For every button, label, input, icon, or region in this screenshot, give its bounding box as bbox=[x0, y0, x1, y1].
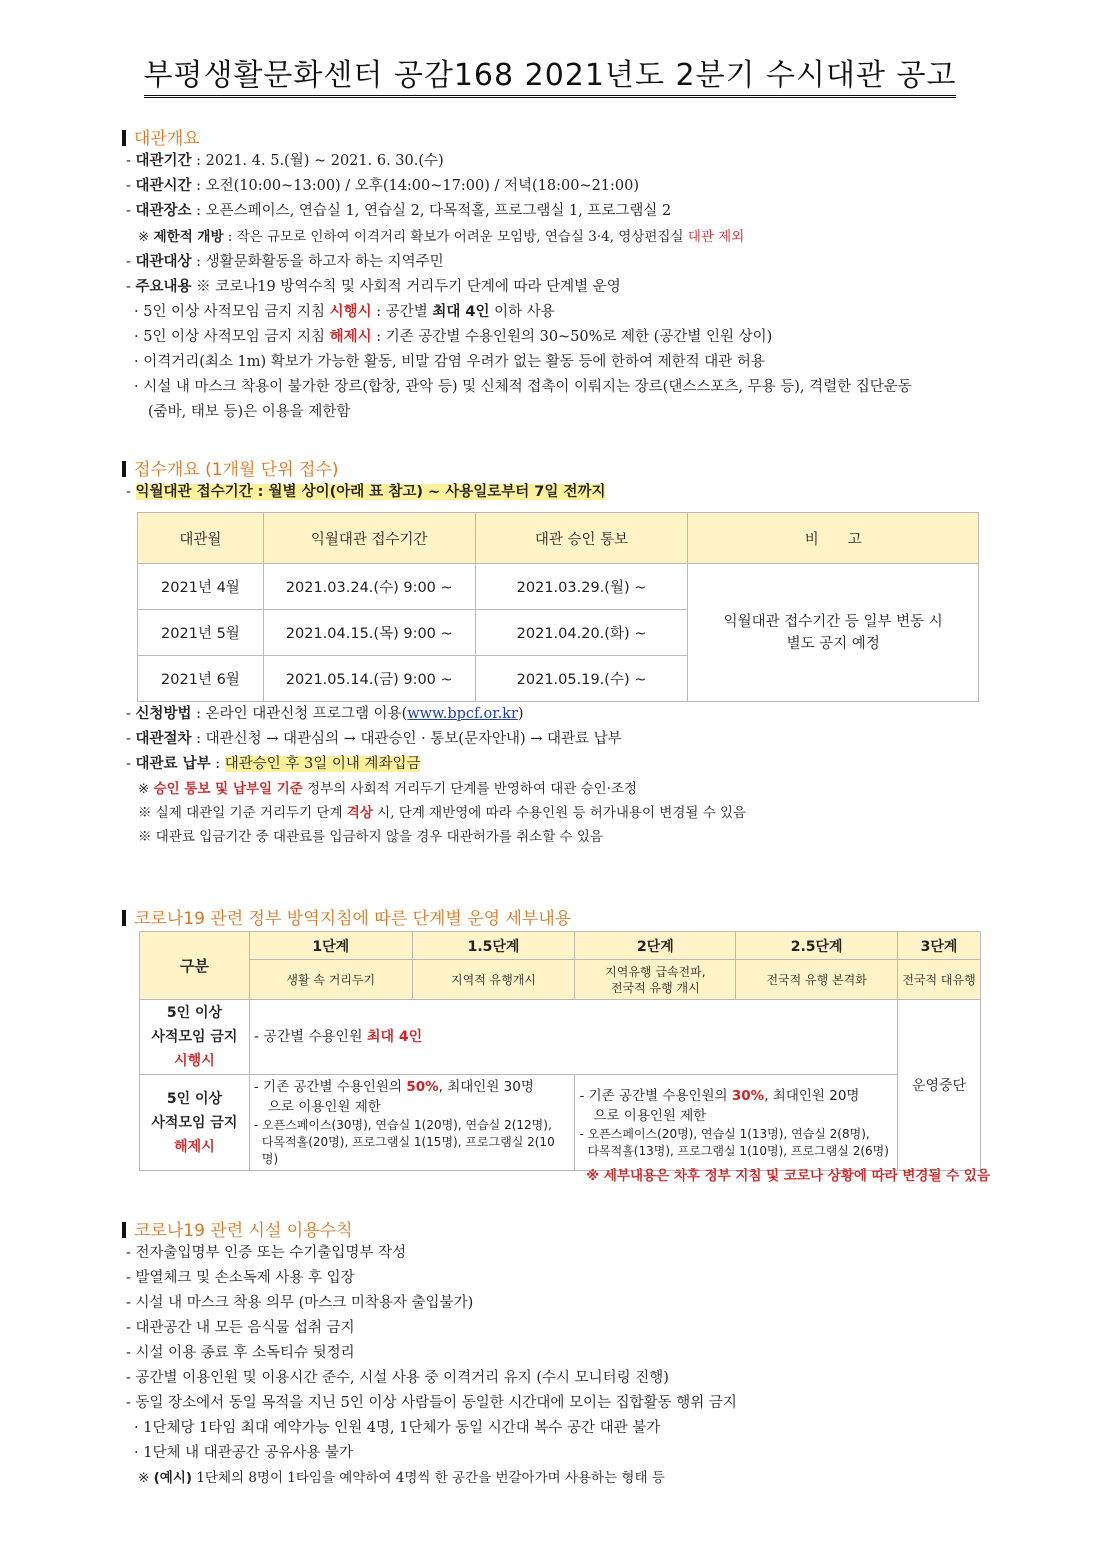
overview-target: - 대관대상 : 생활문화활동을 하고자 하는 지역주민 bbox=[126, 254, 444, 270]
stage-desc: 지역적 유행개시 bbox=[412, 960, 575, 1000]
overview-bullet-3: · 이격거리(최소 1m) 확보가 가능한 활동, 비말 감염 우려가 없는 활동 등에 한하여 제한적 대관 허용 bbox=[134, 354, 765, 370]
table-cell: 2021.05.19.(수) ~ bbox=[475, 656, 688, 702]
table-cell: 2021년 4월 bbox=[138, 564, 264, 610]
reception-note-3: ※ 대관료 입금기간 중 대관료를 입금하지 않을 경우 대관허가를 취소할 수 있음 bbox=[138, 829, 603, 845]
overview-bullet-4: · 시설 내 마스크 착용이 불가한 장르(합창, 관악 등) 및 신체적 접촉이 이뤄지는 장르(댄스스포츠, 무용 등), 격렬한 집단운동 bbox=[134, 379, 912, 395]
stage-level: 3단계 bbox=[898, 932, 981, 960]
overview-limited: ※ 제한적 개방 : 작은 규모로 인하여 이격거리 확보가 어려운 모임방, 연습실 3·4, 영상편집실 대관 제외 bbox=[138, 229, 745, 245]
stages-col-label: 구분 bbox=[140, 932, 250, 1000]
stage-level: 2단계 bbox=[575, 932, 736, 960]
section-heading-overview: 대관개요 bbox=[122, 124, 200, 149]
stages-row-enforced bbox=[140, 1000, 981, 1075]
reception-note-2: ※ 실제 대관일 기준 거리두기 단계 격상 시, 단계 재반영에 따라 수용인원 등 허가내용이 변경될 수 있음 bbox=[138, 805, 747, 821]
table-row bbox=[138, 564, 979, 610]
table-cell: 2021년 6월 bbox=[138, 656, 264, 702]
table-note-cell: 익월대관 접수기간 등 일부 변동 시 별도 공지 예정 bbox=[688, 564, 979, 702]
stages-desc-row bbox=[140, 960, 981, 1000]
stage-level: 1단계 bbox=[249, 932, 412, 960]
reception-procedure: - 대관절차 : 대관신청 → 대관심의 → 대관승인 · 통보(문자안내) → 대관료 납부 bbox=[126, 731, 622, 747]
rule-item: - 공간별 이용인원 및 이용시간 준수, 시설 사용 중 이격거리 유지 (수시 모니터링 진행) bbox=[126, 1370, 669, 1386]
stage-desc: 전국적 대유행 bbox=[898, 960, 981, 1000]
stage-level: 1.5단계 bbox=[412, 932, 575, 960]
row-content-enforced: - 공간별 수용인원 최대 4인 bbox=[249, 1000, 897, 1075]
reception-method: - 신청방법 : 온라인 대관신청 프로그램 이용(www.bpcf.or.kr) bbox=[126, 706, 524, 722]
rule-item: - 전자출입명부 인증 또는 수기출입명부 작성 bbox=[126, 1245, 407, 1261]
row-content-lifted-b: - 기존 공간별 수용인원의 30%, 최대인원 20명 으로 이용인원 제한 - 오픈스페이스(20명), 연습실 1(13명), 연습실 2(8명), 다목적홀(13명), 프로그램실 1(10명), 프로그램실 2(6명) bbox=[575, 1075, 898, 1171]
table-cell: 2021.04.20.(화) ~ bbox=[475, 610, 688, 656]
header-cell: 대관 승인 통보 bbox=[475, 513, 688, 564]
stages-row-lifted bbox=[140, 1075, 981, 1171]
row-content-lifted-a: - 기존 공간별 수용인원의 50%, 최대인원 30명 으로 이용인원 제한 - 오픈스페이스(30명), 연습실 1(20명), 연습실 2(12명), 다목적홀(20명), 프로그램실 1(15명), 프로그램실 2(10명) bbox=[249, 1075, 575, 1171]
table-cell: 2021년 5월 bbox=[138, 610, 264, 656]
stages-level-row bbox=[140, 932, 981, 960]
rule-item: - 동일 장소에서 동일 목적을 지닌 5인 이상 사람들이 동일한 시간대에 모이는 집합활동 행위 금지 bbox=[126, 1395, 737, 1411]
reception-payment: - 대관료 납부 : 대관승인 후 3일 이내 계좌입금 bbox=[126, 756, 421, 772]
stage-level: 2.5단계 bbox=[736, 932, 898, 960]
rule-sub-item: · 1단체당 1타임 최대 예약가능 인원 4명, 1단체가 동일 시간대 복수 공간 대관 불가 bbox=[134, 1420, 661, 1436]
reception-period: - 익월대관 접수기간 : 월별 상이(아래 표 참고) ~ 사용일로부터 7일 전까지 bbox=[126, 484, 606, 500]
stage3-suspend-cell: 운영중단 bbox=[898, 1000, 981, 1171]
overview-period: - 대관기간 : 2021. 4. 5.(월) ~ 2021. 6. 30.(수) bbox=[126, 153, 444, 169]
stages-table bbox=[139, 931, 981, 1171]
stage-desc: 전국적 유행 본격화 bbox=[736, 960, 898, 1000]
header-cell: 비 고 bbox=[688, 513, 979, 564]
rule-item: - 대관공간 내 모든 음식물 섭취 금지 bbox=[126, 1320, 355, 1336]
overview-place: - 대관장소 : 오픈스페이스, 연습실 1, 연습실 2, 다목적홀, 프로그램실 1, 프로그램실 2 bbox=[126, 203, 672, 219]
rule-item: - 시설 내 마스크 착용 의무 (마스크 미착용자 출입불가) bbox=[126, 1295, 474, 1311]
rule-item: - 발열체크 및 손소독제 사용 후 입장 bbox=[126, 1270, 355, 1286]
table-cell: 2021.05.14.(금) 9:00 ~ bbox=[263, 656, 475, 702]
section-heading-reception: 접수개요 (1개월 단위 접수) bbox=[122, 455, 339, 480]
page-title: 부평생활문화센터 공감168 2021년도 2분기 수시대관 공고 bbox=[0, 50, 1100, 94]
section-heading-rules: 코로나19 관련 시설 이용수칙 bbox=[122, 1216, 353, 1241]
rule-example: ※ (예시) 1단체의 8명이 1타임을 예약하여 4명씩 한 공간을 번갈아가며 사용하는 형태 등 bbox=[138, 1470, 665, 1486]
table-header-row bbox=[138, 513, 979, 564]
overview-bullet-4-cont: (줌바, 태보 등)은 이용을 제한함 bbox=[148, 404, 351, 420]
stage-desc: 지역유행 급속전파, 전국적 유행 개시 bbox=[575, 960, 736, 1000]
section-heading-stages: 코로나19 관련 정부 방역지침에 따른 단계별 운영 세부내용 bbox=[122, 904, 571, 929]
row-label-enforced: 5인 이상 사적모임 금지 시행시 bbox=[140, 1000, 250, 1075]
stages-warning: ※ 세부내용은 차후 정부 지침 및 코로나 상황에 따라 변경될 수 있음 bbox=[586, 1168, 990, 1184]
rule-item: - 시설 이용 종료 후 소독티슈 뒷정리 bbox=[126, 1345, 355, 1361]
reception-schedule-table bbox=[137, 512, 979, 702]
overview-content: - 주요내용 ※ 코로나19 방역수칙 및 사회적 거리두기 단계에 따라 단계별 운영 bbox=[126, 279, 621, 295]
table-cell: 2021.03.29.(월) ~ bbox=[475, 564, 688, 610]
header-cell: 대관월 bbox=[138, 513, 264, 564]
stage-desc: 생활 속 거리두기 bbox=[249, 960, 412, 1000]
overview-bullet-1: · 5인 이상 사적모임 금지 지침 시행시 : 공간별 최대 4인 이하 사용 bbox=[134, 304, 555, 320]
table-cell: 2021.04.15.(목) 9:00 ~ bbox=[263, 610, 475, 656]
rule-sub-item: · 1단체 내 대관공간 공유사용 불가 bbox=[134, 1445, 353, 1461]
overview-time: - 대관시간 : 오전(10:00~13:00) / 오후(14:00~17:00) / 저녁(18:00~21:00) bbox=[126, 178, 640, 194]
row-label-lifted: 5인 이상 사적모임 금지 해제시 bbox=[140, 1075, 250, 1171]
reception-note-1: ※ 승인 통보 및 납부일 기준 정부의 사회적 거리두기 단계를 반영하여 대관 승인·조정 bbox=[138, 781, 638, 797]
header-cell: 익월대관 접수기간 bbox=[263, 513, 475, 564]
website-link[interactable]: www.bpcf.or.kr bbox=[407, 706, 518, 722]
table-cell: 2021.03.24.(수) 9:00 ~ bbox=[263, 564, 475, 610]
overview-bullet-2: · 5인 이상 사적모임 금지 지침 해제시 : 기존 공간별 수용인원의 30~50%로 제한 (공간별 인원 상이) bbox=[134, 329, 773, 345]
